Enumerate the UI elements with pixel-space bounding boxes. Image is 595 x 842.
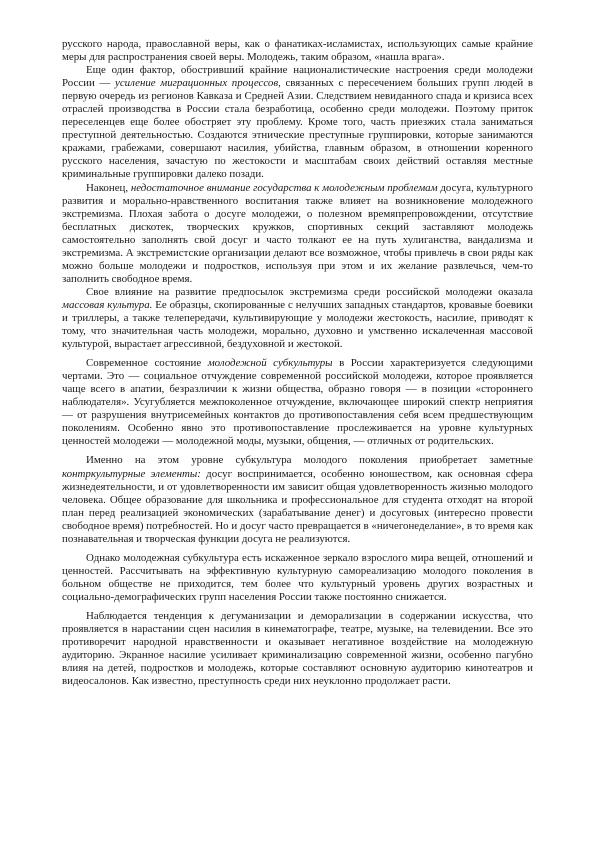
text: Однако молодежная субкультура есть искаженное зеркало взрослого мира вещей, отношений и ценностей. Рассчитывать на эффективную культурную самореализацию молодого поколения в больном обществе не приходится, тем более что культурный уровень других возрастных и социально-демографических групп населения России также постоянно снижается. [62, 551, 533, 603]
text: связанных с пересечением больших групп людей в первую очередь из регионов Кавказа и Средней Азии. Следствием невиданного спада и кризиса всех отраслей производства в России стала безработица, особенно среди молодежи. Поэтому приток переселенцев еще более обостряет эту проблему. Кроме того, часть приезжих стала заниматься преступной деятельностью. Создаются этнические преступные группировки, которые занимаются кражами, грабежами, совершают насилия, убийства, главным образом, в отношении коренного русского населения, зачастую по жестокости и масштабам своих действий оставляя местные криминальные группировки далеко позади. [62, 77, 534, 181]
emphasis-term: недостаточное внимание государства к молодежным проблемам [130, 181, 438, 194]
text: Ее образцы, скопированные с нелучших западных стандартов, кровавые боевики и триллеры, а также телепередачи, культивирующие у молодежи жестокость, насилие, приводят к тому, что значительная часть молодежи, морально, духовно и умственно искалеченная массовой культурой, вырастает агрессивной, бездуховной и жестокой. [62, 298, 533, 351]
text: Именно на этом уровне субкультура молодого поколения приобретает заметные [86, 454, 533, 467]
text: Современное состояние [86, 357, 208, 370]
emphasis-term: молодежной субкультуры [207, 357, 333, 370]
paragraph-subculture [62, 357, 533, 448]
emphasis-term: массовая культура. [62, 298, 153, 311]
paragraph-migration [62, 64, 533, 181]
text: Еще один фактор, обостривший крайние националистические настроения среди молодежи России — [62, 64, 533, 90]
text: русского народа, православной веры, как о фанатиках-исламистах, использующих самые крайние меры для распространения своей веры. Молодежь, таким образом, «нашла врага». [62, 38, 533, 64]
text: Наблюдается тенденция к дегуманизации и деморализации в содержании искусства, что проявляется в нарастании сцен насилия в кинематографе, театре, музыке, на телевидении. Все это противоречит народной нравственности и оказывает негативное воздействие на молодежную аудиторию. Экранное насилие усиливает криминализацию современной жизни, особенно пагубно влияя на детей, подростков и молодежь, которые составляют основную аудиторию кинотеатров и видеосалонов. Как известно, преступность среди них неуклонно продолжает расти. [62, 609, 533, 688]
text: Наконец, [86, 181, 131, 194]
paragraph-dehumanization [62, 610, 533, 688]
paragraph-state-attention [62, 182, 533, 286]
text: Свое влияние на развитие предпосылок экстремизма среди российской молодежи оказала [86, 285, 533, 298]
text: досуга, культурного развития и морально-нравственного воспитания также влияет на возникновение молодежного экстремизма. Плохая забота о досуге молодежи, о полезном времяпрепровождении, отсутствие бесплатных дискотек, творческих кружков, спортивных секций заставляют молодежь самостоятельно заполнять свой досуг и часто толкают ее на путь хулиганства, вандализма и экстремизма. А экстремистские организации делают все возможное, чтобы привлечь в свои ряды как можно больше молодежи и подростков, используя при этом и их желание развлечься, чем-то заполнить свободное время. [62, 181, 533, 285]
paragraph-continuation [62, 38, 533, 64]
text: досуг воспринимается, особенно юношеством, как основная сфера жизнедеятельности, и от удовлетворенности им зависит общая удовлетворенность жизнью молодого человека. Общее образование для школьника и профессиональное для студента отходят на второй план перед реализацией экономических (зарабатывание денег) и досуговых (интересно провести свободное время) потребностей. Но и досуг часто превращается в «ничегонеделание», в то время как познавательная и творческая функции досуга не реализуются. [62, 467, 533, 545]
emphasis-term: контркультурные элементы: [62, 467, 201, 480]
paragraph-counterculture [62, 454, 533, 545]
emphasis-term: усиление миграционных процессов, [114, 77, 281, 90]
paragraph-distorted-mirror [62, 552, 533, 604]
paragraph-mass-culture [62, 286, 533, 351]
text: в России характеризуется следующими чертами. Это — социальное отчуждение современной российской молодежи, которое проявляется чаще всего в апатии, безразличии к жизни общества, образно говоря — в позиции «стороннего наблюдателя». Усугубляется межпоколенное отчуждение, включающее широкий спектр неприятия — от разрушения внутрисемейных контактов до противопоставления себя всем предшествующим поколениям. Особенно явно это противопоставление прослеживается на уровне культурных ценностей молодежи — молодежной моды, музыки, общения, — отличных от родительских. [62, 357, 534, 448]
